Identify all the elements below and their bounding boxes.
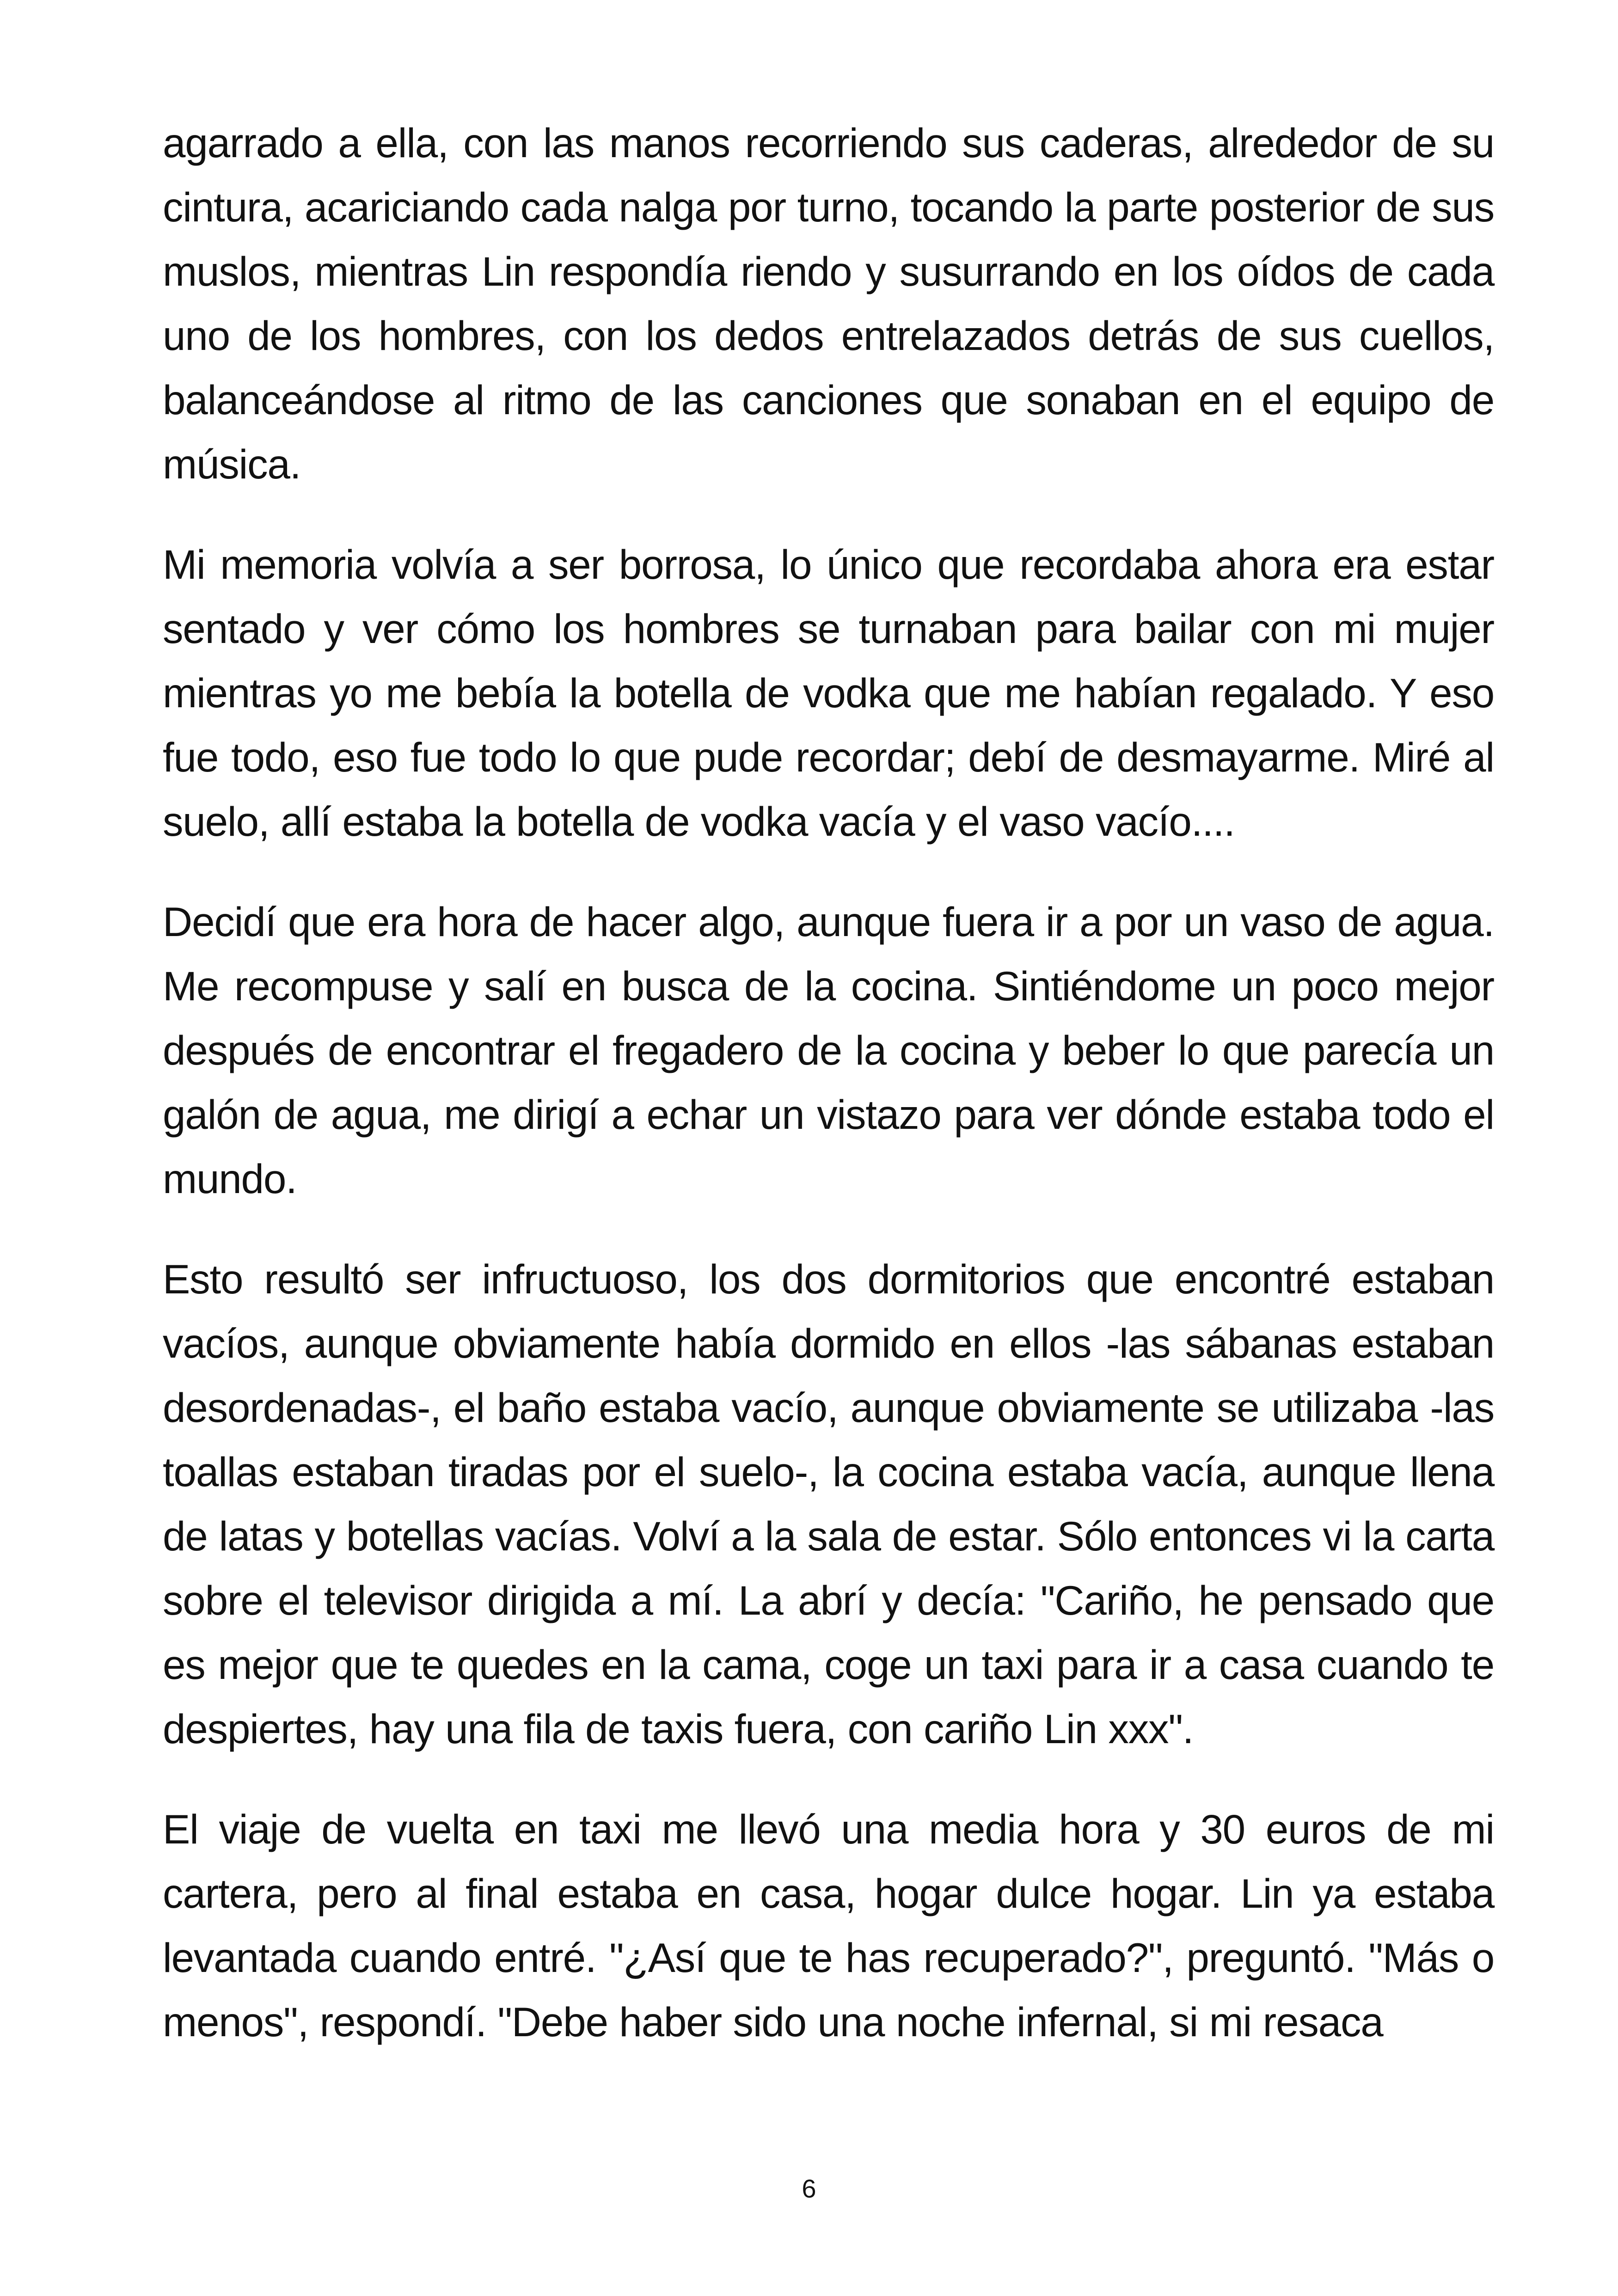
paragraph-1: agarrado a ella, con las manos recorriendo sus caderas, alrededor de su cintura, acariciando cada nalga por turno, tocando la parte posterior de sus muslos, mientras Lin respondía riendo y susurrando en los oídos de cada uno de los hombres, con los dedos entrelazados detrás de sus cuellos, balanceándose al ritmo de las canciones que sonaban en el equipo de música.	[163, 120, 1494, 487]
page-number: 6	[802, 2174, 816, 2203]
paragraph-3: Decidí que era hora de hacer algo, aunque fuera ir a por un vaso de agua. Me recompuse y salí en busca de la cocina. Sintiéndome un poco mejor después de encontrar el fregadero de la cocina y beber lo que parecía un galón de agua, me dirigí a echar un vistazo para ver dónde estaba todo el mundo.	[163, 899, 1494, 1202]
paragraph-5: El viaje de vuelta en taxi me llevó una media hora y 30 euros de mi cartera, pero al final estaba en casa, hogar dulce hogar. Lin ya estaba levantada cuando entré. "¿Así que te has recuperado?", preguntó. "Más o menos", respondí. "Debe haber sido una noche infernal, si mi resaca	[163, 1806, 1494, 2045]
paragraph-2: Mi memoria volvía a ser borrosa, lo único que recordaba ahora era estar sentado y ver cómo los hombres se turnaban para bailar con mi mujer mientras yo me bebía la botella de vodka que me habían regalado. Y eso fue todo, eso fue todo lo que pude recordar; debí de desmayarme. Miré al suelo, allí estaba la botella de vodka vacía y el vaso vacío....	[163, 541, 1494, 845]
body-text	[163, 111, 1494, 2090]
paragraph-4: Esto resultó ser infructuoso, los dos dormitorios que encontré estaban vacíos, aunque obviamente había dormido en ellos -las sábanas estaban desordenadas-, el baño estaba vacío, aunque obviamente se utilizaba -las toallas estaban tiradas por el suelo-, la cocina estaba vacía, aunque llena de latas y botellas vacías. Volví a la sala de estar. Sólo entonces vi la carta sobre el televisor dirigida a mí. La abrí y decía: "Cariño, he pensado que es mejor que te quedes en la cama, coge un taxi para ir a casa cuando te despiertes, hay una fila de taxis fuera, con cariño Lin xxx".	[163, 1256, 1494, 1752]
